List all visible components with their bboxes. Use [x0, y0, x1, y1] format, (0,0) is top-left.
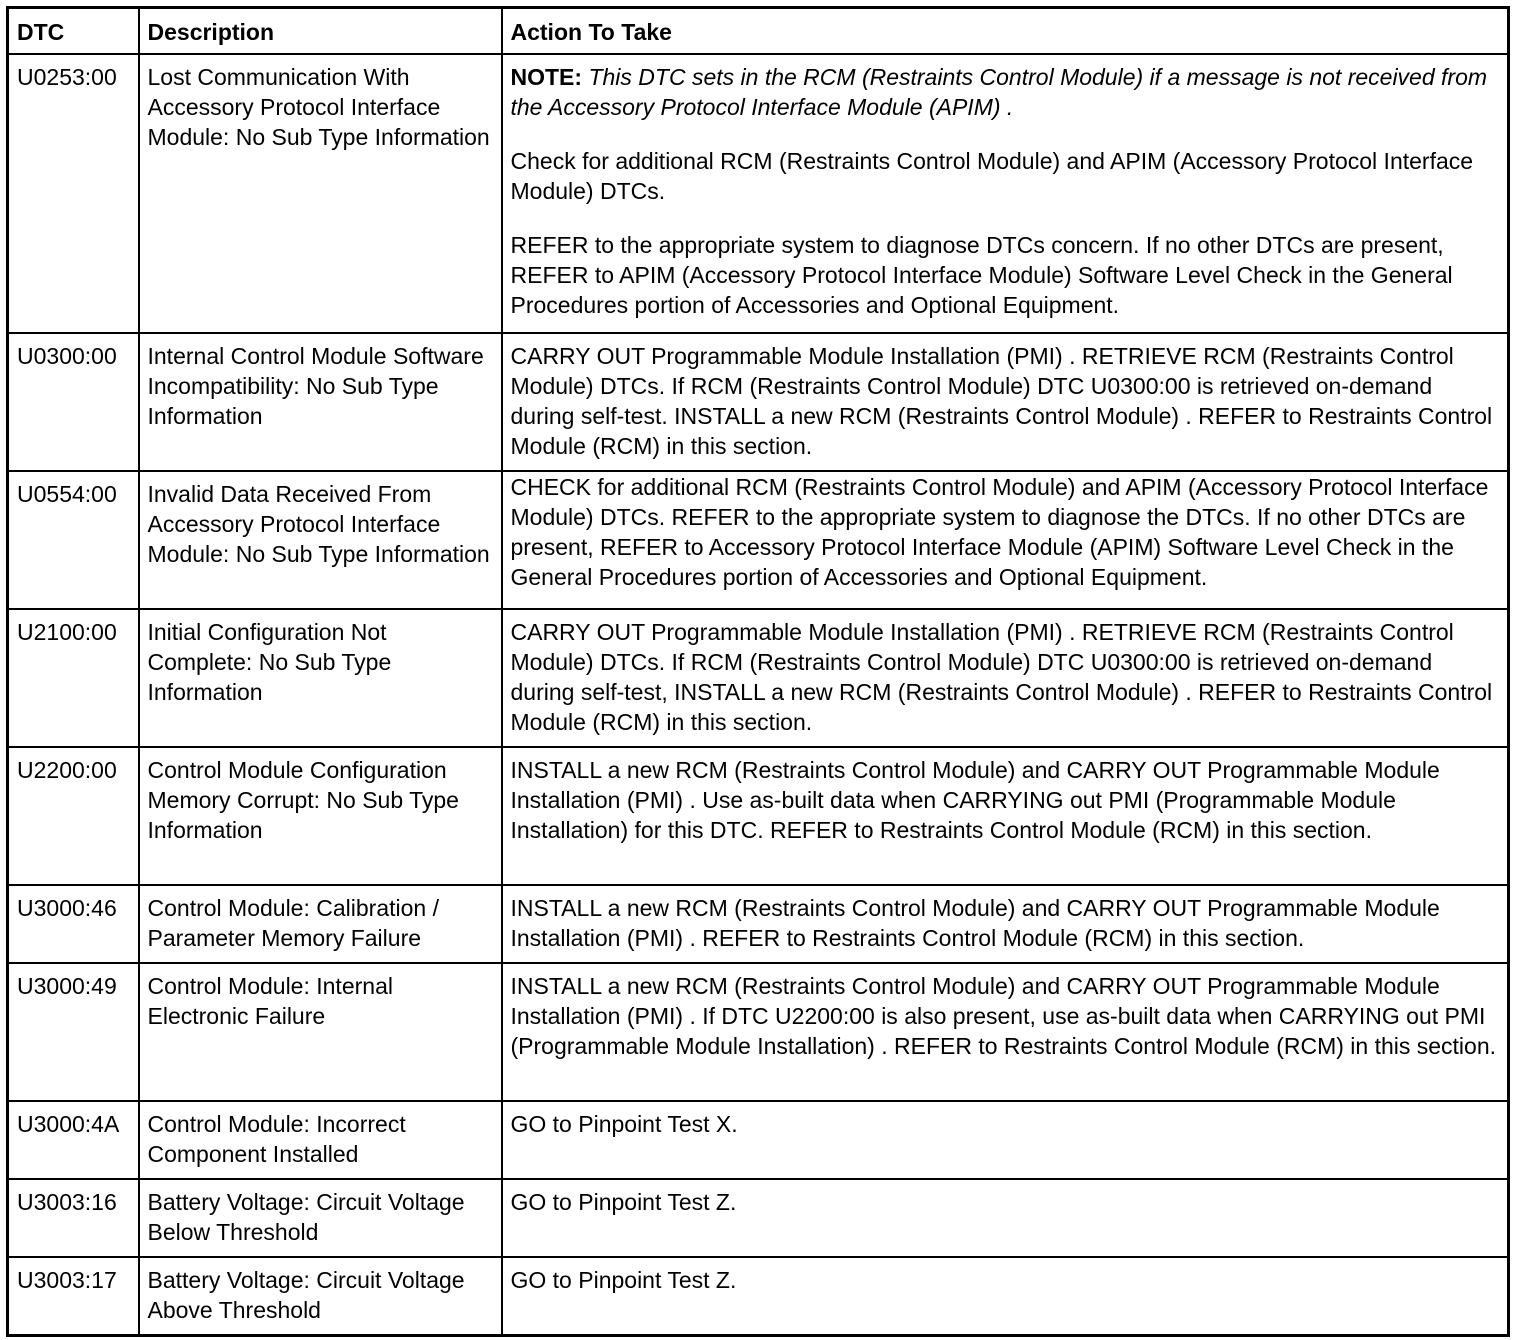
table-row [8, 1101, 1509, 1179]
table-row [8, 609, 1509, 747]
action-to-take [502, 54, 1509, 333]
dtc-code: U3000:46 [8, 885, 139, 963]
dtc-description: Battery Voltage: Circuit Voltage Below Threshold [139, 1179, 502, 1257]
note-text: This DTC sets in the RCM (Restraints Control Module) if a message is not received from the Accessory Protocol Interface Module (APIM) . [510, 64, 1488, 120]
table-row [8, 471, 1509, 609]
action-to-take: GO to Pinpoint Test Z. [502, 1257, 1509, 1336]
action-to-take: INSTALL a new RCM (Restraints Control Module) and CARRY OUT Programmable Module Installation (PMI) . REFER to Restraints Control Module (RCM) in this section. [502, 885, 1509, 963]
action-to-take: CHECK for additional RCM (Restraints Control Module) and APIM (Accessory Protocol Interface Module) DTCs. REFER to the appropriate system to diagnose the DTCs. If no other DTCs are present, REFER to Accessory Protocol Interface Module (APIM) Software Level Check in the General Procedures portion of Accessories and Optional Equipment. [502, 471, 1509, 609]
action-to-take: CARRY OUT Programmable Module Installation (PMI) . RETRIEVE RCM (Restraints Control Module) DTCs. If RCM (Restraints Control Module) DTC U0300:00 is retrieved on-demand during self-test, INSTALL a new RCM (Restraints Control Module) . REFER to Restraints Control Module (RCM) in this section. [502, 609, 1509, 747]
table-row [8, 1257, 1509, 1336]
dtc-description: Battery Voltage: Circuit Voltage Above Threshold [139, 1257, 502, 1336]
dtc-code: U3000:4A [8, 1101, 139, 1179]
table-row [8, 963, 1509, 1101]
dtc-description: Control Module Configuration Memory Corrupt: No Sub Type Information [139, 747, 502, 885]
header-description: Description [139, 8, 502, 55]
action-to-take: GO to Pinpoint Test X. [502, 1101, 1509, 1179]
dtc-code: U0300:00 [8, 333, 139, 471]
header-dtc: DTC [8, 8, 139, 55]
action-paragraph: REFER to the appropriate system to diagnose DTCs concern. If no other DTCs are present, REFER to APIM (Accessory Protocol Interface Module) Software Level Check in the General Procedures portion of Accessories and Optional Equipment. [510, 232, 1453, 318]
table-row [8, 885, 1509, 963]
dtc-description: Control Module: Internal Electronic Failure [139, 963, 502, 1101]
dtc-code: U0253:00 [8, 54, 139, 333]
action-to-take: INSTALL a new RCM (Restraints Control Module) and CARRY OUT Programmable Module Installation (PMI) . If DTC U2200:00 is also present, use as-built data when CARRYING out PMI (Programmable Module Installation) . REFER to Restraints Control Module (RCM) in this section. [502, 963, 1509, 1101]
dtc-description: Invalid Data Received From Accessory Protocol Interface Module: No Sub Type Information [139, 471, 502, 609]
header-action: Action To Take [502, 8, 1509, 55]
dtc-code: U3000:49 [8, 963, 139, 1101]
action-paragraph: Check for additional RCM (Restraints Control Module) and APIM (Accessory Protocol Interface Module) DTCs. [510, 148, 1474, 204]
table-header-row [8, 8, 1509, 55]
table-row [8, 747, 1509, 885]
dtc-description: Initial Configuration Not Complete: No Sub Type Information [139, 609, 502, 747]
dtc-code: U2200:00 [8, 747, 139, 885]
action-to-take: INSTALL a new RCM (Restraints Control Module) and CARRY OUT Programmable Module Installation (PMI) . Use as-built data when CARRYING out PMI (Programmable Module Installation) for this DTC. REFER to Restraints Control Module (RCM) in this section. [502, 747, 1509, 885]
table-row [8, 1179, 1509, 1257]
dtc-code: U2100:00 [8, 609, 139, 747]
dtc-code: U3003:17 [8, 1257, 139, 1336]
dtc-description: Lost Communication With Accessory Protocol Interface Module: No Sub Type Information [139, 54, 502, 333]
table-row [8, 333, 1509, 471]
dtc-code: U3003:16 [8, 1179, 139, 1257]
dtc-table [6, 6, 1510, 1337]
action-to-take: CARRY OUT Programmable Module Installation (PMI) . RETRIEVE RCM (Restraints Control Module) DTCs. If RCM (Restraints Control Module) DTC U0300:00 is retrieved on-demand during self-test. INSTALL a new RCM (Restraints Control Module) . REFER to Restraints Control Module (RCM) in this section. [502, 333, 1509, 471]
dtc-description: Internal Control Module Software Incompatibility: No Sub Type Information [139, 333, 502, 471]
note-paragraph [511, 62, 1500, 122]
dtc-description: Control Module: Calibration / Parameter Memory Failure [139, 885, 502, 963]
dtc-code: U0554:00 [8, 471, 139, 609]
dtc-description: Control Module: Incorrect Component Installed [139, 1101, 502, 1179]
table-row [8, 54, 1509, 333]
action-to-take: GO to Pinpoint Test Z. [502, 1179, 1509, 1257]
note-label: NOTE: [510, 64, 583, 90]
